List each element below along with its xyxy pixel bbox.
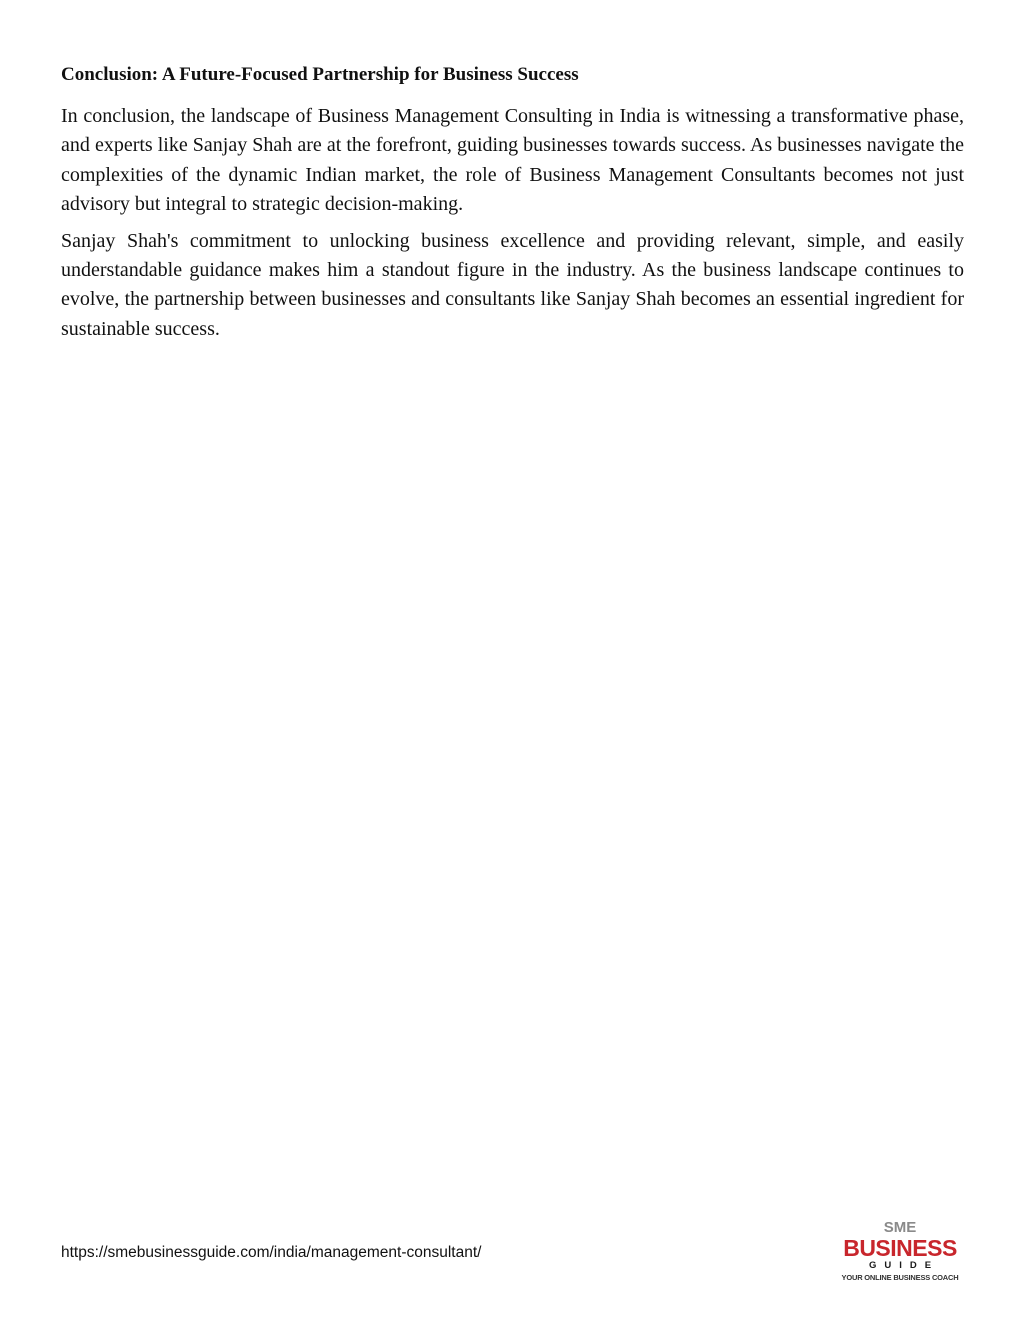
logo-sme-text: SME <box>883 1219 917 1236</box>
logo-tagline-text: YOUR ONLINE BUSINESS COACH <box>841 1273 959 1282</box>
paragraph: In conclusion, the landscape of Business Management Consulting in India is witnessing a transformative phase, and experts like Sanjay Shah are at the forefront, guiding businesses towards success. As businesses navigate the complexities of the dynamic Indian market, the role of Business Management Consultants becomes not just advisory but integral to strategic decision-making. <box>61 105 964 216</box>
logo-business-text: BUSINESS <box>843 1235 957 1261</box>
logo-guide-text: GUIDE <box>868 1260 940 1271</box>
paragraph: Sanjay Shah's commitment to unlocking business excellence and providing relevant, simple, and easily understandable guidance makes him a standout figure in the industry. As the business landscape continues to evolve, the partnership between businesses and consultants like Sanjay Shah becomes an essential ingredient for sustainable success. <box>61 229 964 340</box>
section-heading: Conclusion: A Future-Focused Partnership for Business Success <box>61 64 579 85</box>
sme-business-guide-logo <box>834 1219 966 1287</box>
footer-url-link[interactable]: https://smebusinessguide.com/india/management-consultant/ <box>61 1244 482 1261</box>
document-content <box>61 62 964 351</box>
